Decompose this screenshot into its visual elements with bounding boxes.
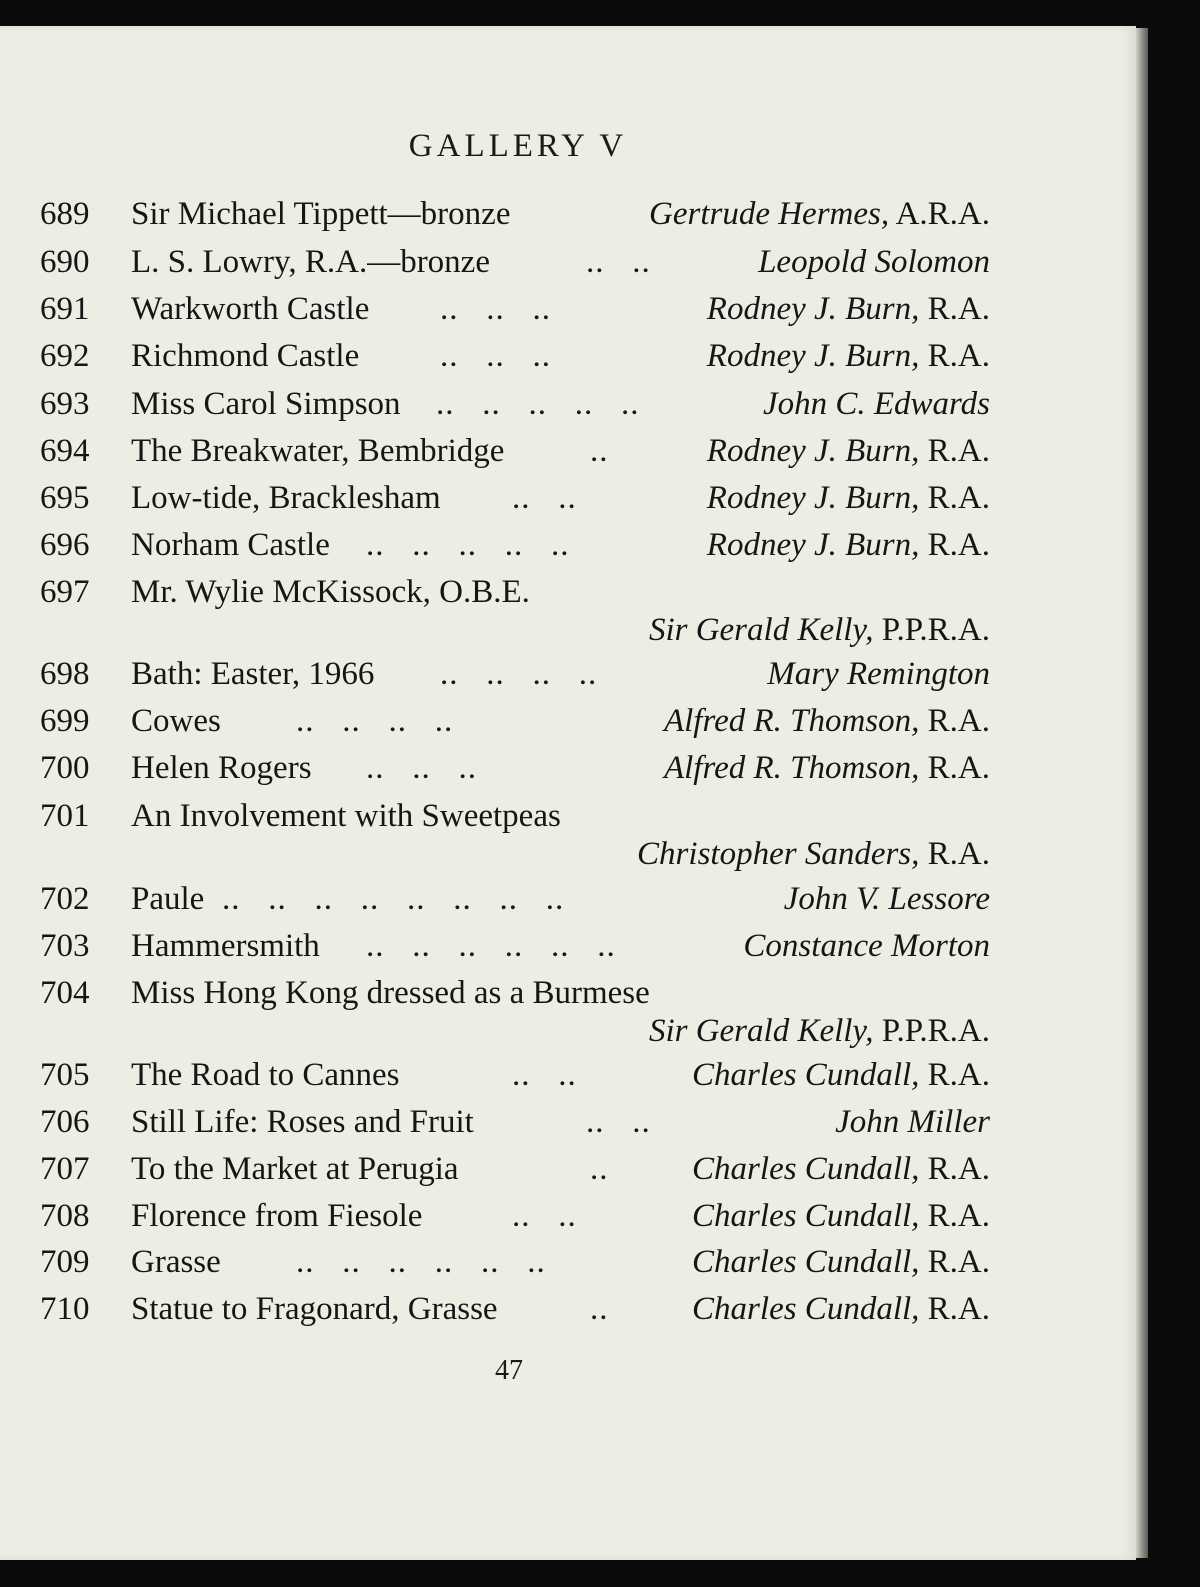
artist-name: Alfred R. Thomson, [663,750,920,786]
catalogue-entry [0,332,1000,380]
artist-suffix: A.R.A. [895,196,990,232]
entry-artist [707,285,990,333]
artist-suffix: R.A. [927,1198,990,1234]
entry-artist [707,521,990,569]
entry-number: 695 [40,480,90,516]
entry-number: 699 [40,703,90,739]
entry-title: Hammersmith [131,928,320,964]
entry-number: 690 [40,244,90,280]
catalogue-entry [0,1098,1000,1146]
leader-dots: .. .. .. .. .. [436,386,640,422]
artist-name: Sir Gerald Kelly, [648,612,874,648]
entry-title: Helen Rogers [131,750,312,786]
catalogue-entry-continued [0,830,1000,878]
catalogue-entry [0,1238,1000,1286]
entry-number: 698 [40,656,90,692]
artist-suffix: R.A. [927,1244,990,1280]
entry-artist [692,1238,990,1286]
artist-name: John V. Lessore [783,881,990,917]
entry-number: 694 [40,433,90,469]
artist-name: Rodney J. Burn, [706,433,920,469]
entry-artist [763,380,990,428]
entry-title: Bath: Easter, 1966 [131,656,375,692]
entry-title: Still Life: Roses and Fruit [131,1104,474,1140]
entry-number: 697 [40,574,90,610]
leader-dots: .. .. .. [440,291,551,327]
entry-number: 689 [40,196,90,232]
artist-suffix: P.P.R.A. [881,612,990,648]
artist-suffix: R.A. [927,527,990,563]
gallery-heading: GALLERY V [408,128,628,164]
leader-dots: .. [590,433,609,469]
catalogue-entry [0,744,1000,792]
artist-suffix: R.A. [927,750,990,786]
artist-name: Alfred R. Thomson, [663,703,920,739]
leader-dots: .. .. .. .. [296,703,454,739]
catalogue-entry [0,1145,1000,1193]
artist-name: Charles Cundall, [692,1151,920,1187]
leader-dots: .. [590,1151,609,1187]
artist-suffix: R.A. [927,480,990,516]
entry-number: 708 [40,1198,90,1234]
entry-artist [649,190,990,238]
entry-title: Paule [131,881,205,917]
entry-number: 707 [40,1151,90,1187]
artist-name: John Miller [835,1104,990,1140]
artist-name: Rodney J. Burn, [706,480,920,516]
leader-dots: .. [590,1291,609,1327]
entry-number: 710 [40,1291,90,1327]
entry-title: Statue to Fragonard, Grasse [131,1291,498,1327]
entry-title: Florence from Fiesole [131,1198,423,1234]
entry-number: 709 [40,1244,90,1280]
artist-name: Rodney J. Burn, [706,338,920,374]
entry-title: Sir Michael Tippett—bronze [131,196,511,232]
artist-suffix: R.A. [927,1151,990,1187]
entry-title: Richmond Castle [131,338,360,374]
artist-suffix: P.P.R.A. [881,1013,990,1049]
entry-title: Warkworth Castle [131,291,370,327]
catalogue-entry-continued [0,1007,1000,1055]
catalogue-entry [0,875,1000,923]
artist-name: Charles Cundall, [692,1198,920,1234]
artist-name: Charles Cundall, [692,1244,920,1280]
entry-artist [835,1098,990,1146]
entry-artist [767,650,990,698]
entry-artist [758,238,990,286]
entry-artist [707,332,990,380]
leader-dots: .. .. [512,1198,577,1234]
entry-number: 700 [40,750,90,786]
artist-suffix: R.A. [927,291,990,327]
catalogue-entry [0,238,1000,286]
entry-title: Grasse [131,1244,221,1280]
catalogue-entry [0,1192,1000,1240]
catalogue-entry [0,521,1000,569]
entry-artist [649,1007,990,1055]
leader-dots: .. .. .. .. .. .. .. .. [222,881,565,917]
artist-suffix: R.A. [927,338,990,374]
entry-title: L. S. Lowry, R.A.—bronze [131,244,490,280]
artist-name: Mary Remington [767,656,990,692]
catalogue-entry [0,285,1000,333]
entry-title: To the Market at Perugia [131,1151,459,1187]
artist-name: Rodney J. Burn, [706,527,920,563]
entry-title: The Road to Cannes [131,1057,400,1093]
entry-number: 691 [40,291,90,327]
entry-title: Miss Carol Simpson [131,386,401,422]
entry-number: 703 [40,928,90,964]
catalogue-entry [0,427,1000,475]
catalogue-entry [0,650,1000,698]
entry-artist [707,474,990,522]
entry-number: 692 [40,338,90,374]
page-number: 47 [495,1355,523,1386]
catalogue-entry-continued [0,606,1000,654]
artist-suffix: R.A. [927,836,990,872]
leader-dots: .. .. .. .. .. .. [296,1244,546,1280]
entry-title: An Involvement with Sweetpeas [131,798,561,834]
entry-title: Cowes [131,703,221,739]
entry-artist [637,830,990,878]
artist-name: Rodney J. Burn, [706,291,920,327]
artist-suffix: R.A. [927,433,990,469]
catalogue-entry [0,380,1000,428]
leader-dots: .. .. .. [366,750,477,786]
page-edge [1136,28,1148,1558]
artist-name: Constance Morton [743,928,990,964]
entry-title: Low-tide, Bracklesham [131,480,441,516]
artist-name: John C. Edwards [762,386,990,422]
entry-artist [692,1145,990,1193]
entry-artist [692,1285,990,1333]
entry-artist [649,606,990,654]
leader-dots: .. .. .. [440,338,551,374]
entry-number: 705 [40,1057,90,1093]
artist-suffix: R.A. [927,703,990,739]
entry-artist [707,427,990,475]
leader-dots: .. .. .. .. .. .. [366,928,616,964]
entry-artist [743,922,990,970]
catalogue-entry [0,922,1000,970]
entry-title: Norham Castle [131,527,330,563]
entry-title: The Breakwater, Bembridge [131,433,505,469]
entry-title: Mr. Wylie McKissock, O.B.E. [131,574,530,610]
entry-number: 704 [40,975,90,1011]
artist-name: Charles Cundall, [692,1291,920,1327]
catalogue-entry [0,474,1000,522]
catalogue-entry [0,1285,1000,1333]
leader-dots: .. .. [586,244,651,280]
catalogue-entry [0,1051,1000,1099]
leader-dots: .. .. [512,480,577,516]
artist-name: Sir Gerald Kelly, [648,1013,874,1049]
entry-number: 706 [40,1104,90,1140]
artist-suffix: R.A. [927,1057,990,1093]
leader-dots: .. .. .. .. [440,656,598,692]
leader-dots: .. .. [512,1057,577,1093]
catalogue-entry [0,190,1000,238]
entry-artist [664,744,990,792]
catalogue-entry [0,697,1000,745]
entry-title: Miss Hong Kong dressed as a Burmese [131,975,650,1011]
artist-name: Gertrude Hermes, [649,196,890,232]
entry-artist [692,1192,990,1240]
leader-dots: .. .. .. .. .. [366,527,570,563]
artist-suffix: R.A. [927,1291,990,1327]
leader-dots: .. .. [586,1104,651,1140]
artist-name: Charles Cundall, [692,1057,920,1093]
entry-number: 701 [40,798,90,834]
artist-name: Leopold Solomon [758,244,990,280]
entry-artist [664,697,990,745]
entry-number: 696 [40,527,90,563]
entry-number: 702 [40,881,90,917]
entry-artist [784,875,990,923]
entry-artist [692,1051,990,1099]
entry-number: 693 [40,386,90,422]
artist-name: Christopher Sanders, [637,836,920,872]
